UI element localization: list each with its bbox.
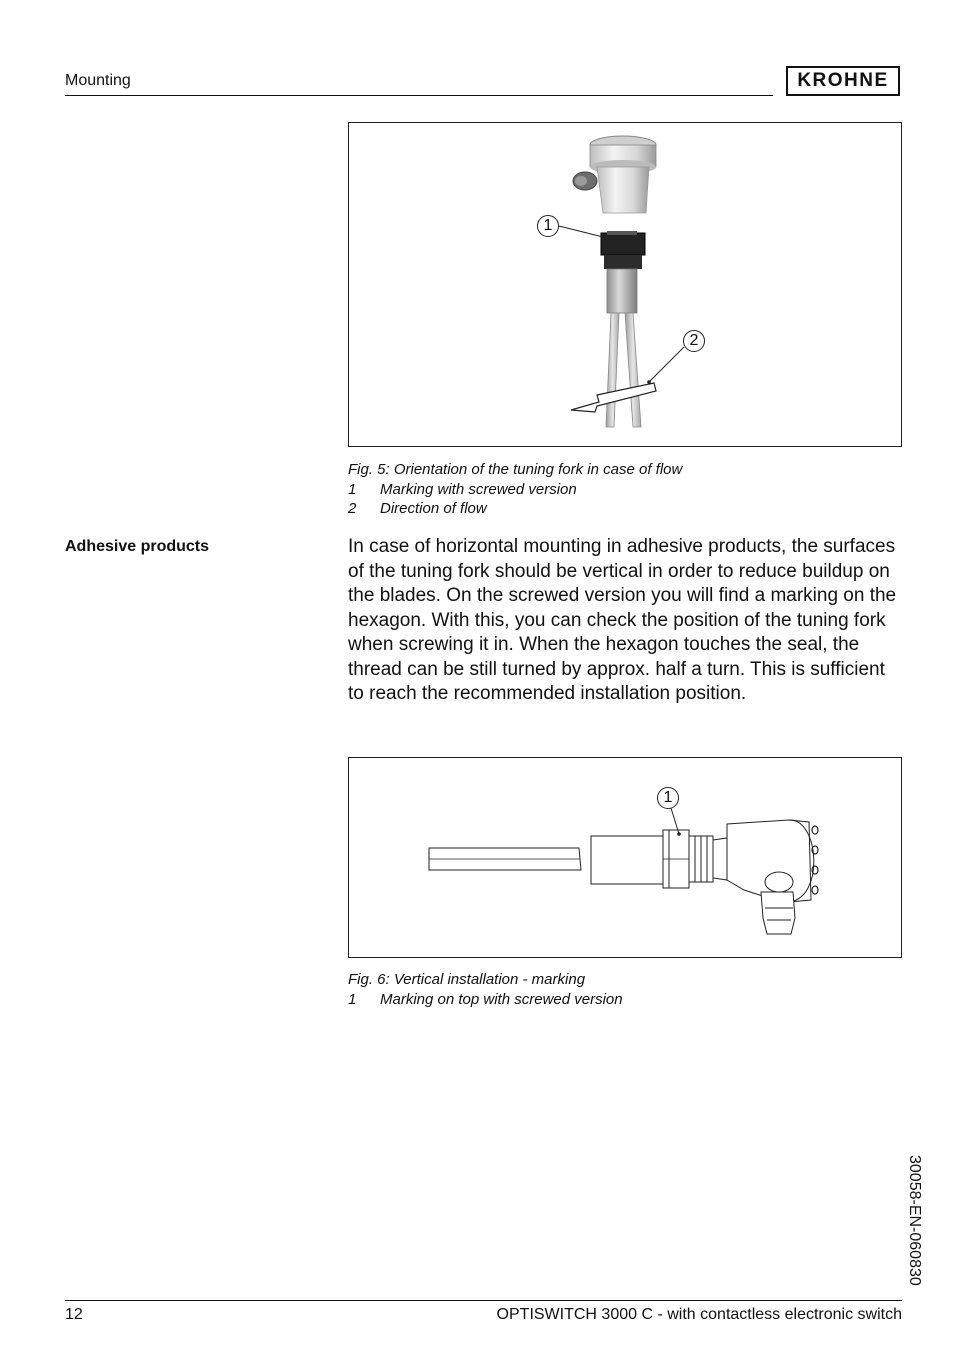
document-code-vertical: 30058-EN-060830	[906, 1155, 923, 1286]
figure-5-frame	[348, 122, 902, 447]
krohne-logo: KROHNE	[786, 66, 900, 96]
figure-5-caption-block	[348, 460, 682, 519]
footer-document-title: OPTISWITCH 3000 C - with contactless electronic switch	[496, 1306, 902, 1323]
callout-marker-1: 1	[537, 215, 559, 237]
callout-marker-1: 1	[657, 787, 679, 809]
footer-rule	[65, 1300, 902, 1301]
adhesive-products-heading: Adhesive products	[65, 538, 210, 555]
page-number: 12	[65, 1306, 83, 1323]
vertical-installation-illustration	[349, 758, 903, 959]
figure-6-caption: Fig. 6: Vertical installation - marking	[348, 971, 586, 988]
figure-6-frame	[348, 757, 902, 958]
figure-6-caption-block	[348, 970, 623, 1009]
figure-5-caption: Fig. 5: Orientation of the tuning fork in case of flow	[348, 461, 683, 478]
header-rule	[65, 95, 773, 96]
header-section-title: Mounting	[65, 72, 131, 89]
adhesive-products-body: In case of horizontal mounting in adhesive products, the surfaces of the tuning fork should be vertical in order to reduce buildup on the blades. On the screwed version you will find a marking on the hexagon. With this, you can check the position of the tuning fork when screwing it in. When the hexagon touches the seal, the thread can be still turned by approx. half a turn. This is sufficient to reach the recommended installation position.	[348, 536, 897, 704]
callout-marker-2: 2	[683, 330, 705, 352]
caption-item: 2 Direction of flow	[348, 500, 487, 517]
caption-item: 1 Marking on top with screwed version	[348, 990, 623, 1008]
caption-item: 1 Marking with screwed version	[348, 480, 577, 498]
tuning-fork-flow-illustration	[349, 123, 903, 448]
